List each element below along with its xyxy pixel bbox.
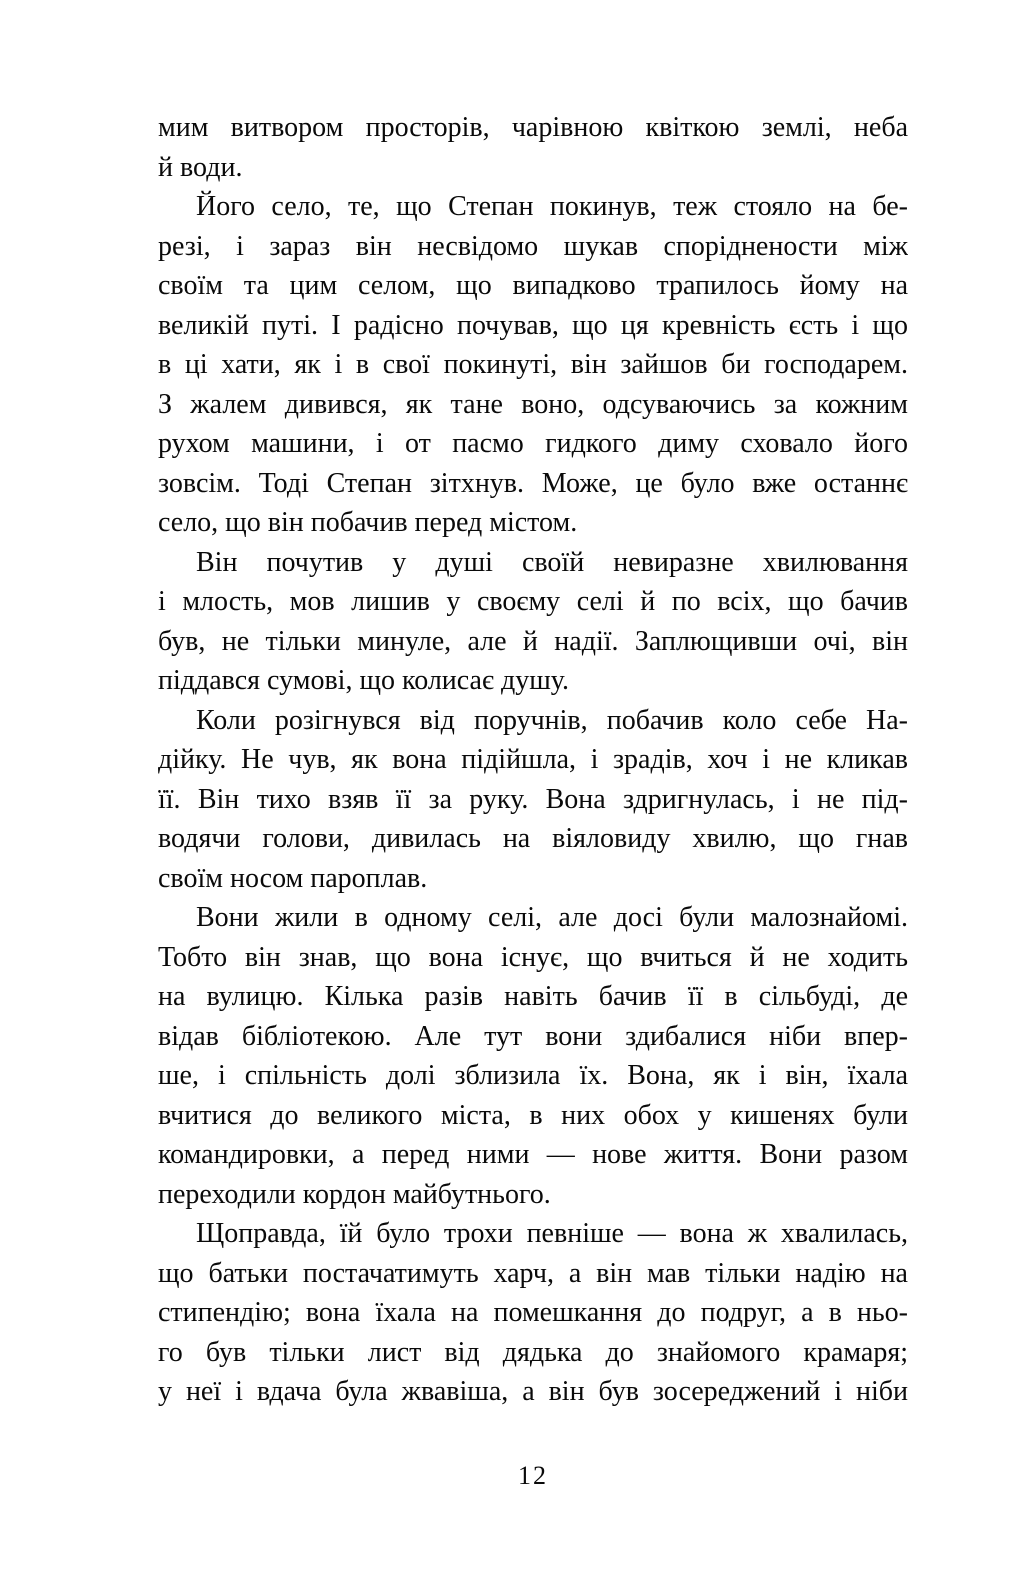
text-line: піддався сумові, що колисає душу. (158, 665, 570, 696)
text-block (158, 108, 908, 1412)
paragraph (158, 108, 908, 187)
text-line: Коли розігнувся від поручнів, побачив коло себе На- (196, 704, 908, 736)
text-line: своїм носом пароплав. (158, 862, 428, 894)
text-line: командировки, а перед ними — нове життя. Вони разом (158, 1139, 908, 1170)
text-line: що батьки постачатимуть харч, а він мав тільки надію на (158, 1257, 908, 1289)
text-line: був, не тільки минуле, але й надії. Заплющивши очі, він (158, 625, 908, 657)
paragraph (158, 1214, 908, 1412)
text-line: переходили кордон майбутнього. (158, 1178, 551, 1210)
paragraph (158, 701, 908, 899)
text-line: водячи голови, дивилась на віяловиду хвилю, що гнав (158, 823, 908, 854)
text-line: мим витвором просторів, чарівною квіткою землі, неба (158, 112, 908, 143)
text-line: великій путі. І радісно почував, що ця кревність єсть і що (158, 309, 908, 341)
paragraph (158, 187, 908, 543)
text-line: зовсім. Тоді Степан зітхнув. Може, це було вже останнє (158, 467, 908, 499)
paragraph (158, 543, 908, 701)
text-line: у неї і вдача була жвавіша, а він був зосереджений і ніби (158, 1376, 908, 1407)
text-line: Його село, те, що Степан покинув, теж стояло на бе- (196, 191, 908, 222)
text-line: Він почутив у душі своїй невиразне хвилювання (196, 546, 908, 578)
text-line: на вулицю. Кілька разів навіть бачив її в сільбуді, де (158, 981, 908, 1012)
text-line: дійку. Не чув, як вона підійшла, і зрадів, хоч і не кликав (158, 744, 908, 775)
text-line: своїм та цим селом, що випадково трапилось йому на (158, 270, 908, 301)
page-number: 12 (518, 1461, 548, 1490)
text-line: Щоправда, їй було трохи певніше — вона ж хвалилась, (196, 1218, 908, 1249)
text-line: вчитися до великого міста, в них обох у кишенях були (158, 1099, 908, 1131)
text-line: стипендію; вона їхала на помешкання до подруг, а в ньо- (158, 1297, 908, 1328)
text-line: резі, і зараз він несвідомо шукав споріднености між (158, 230, 908, 262)
text-line: і млость, мов лишив у своєму селі й по всіх, що бачив (158, 586, 908, 617)
text-line: й води. (158, 151, 243, 183)
text-line: З жалем дивився, як тане воно, одсуваючись за кожним (158, 388, 908, 420)
text-line: Вони жили в одному селі, але досі були малознайомі. (196, 902, 908, 933)
text-line: го був тільки лист від дядька до знайомого крамаря; (158, 1336, 908, 1368)
text-line: село, що він побачив перед містом. (158, 507, 578, 538)
text-line: рухом машини, і от пасмо гидкого диму сховало його (158, 428, 908, 459)
text-line: в ці хати, як і в свої покинуті, він зайшов би господарем. (158, 349, 908, 380)
text-line: її. Він тихо взяв її за руку. Вона здригнулась, і не під- (158, 783, 908, 815)
text-line: ше, і спільність долі зблизила їх. Вона, як і він, їхала (158, 1060, 908, 1091)
text-line: Тобто він знав, що вона існує, що вчиться й не ходить (158, 941, 908, 973)
text-line: відав бібліотекою. Але тут вони здибалися ніби впер- (158, 1020, 908, 1052)
paragraph (158, 898, 908, 1214)
